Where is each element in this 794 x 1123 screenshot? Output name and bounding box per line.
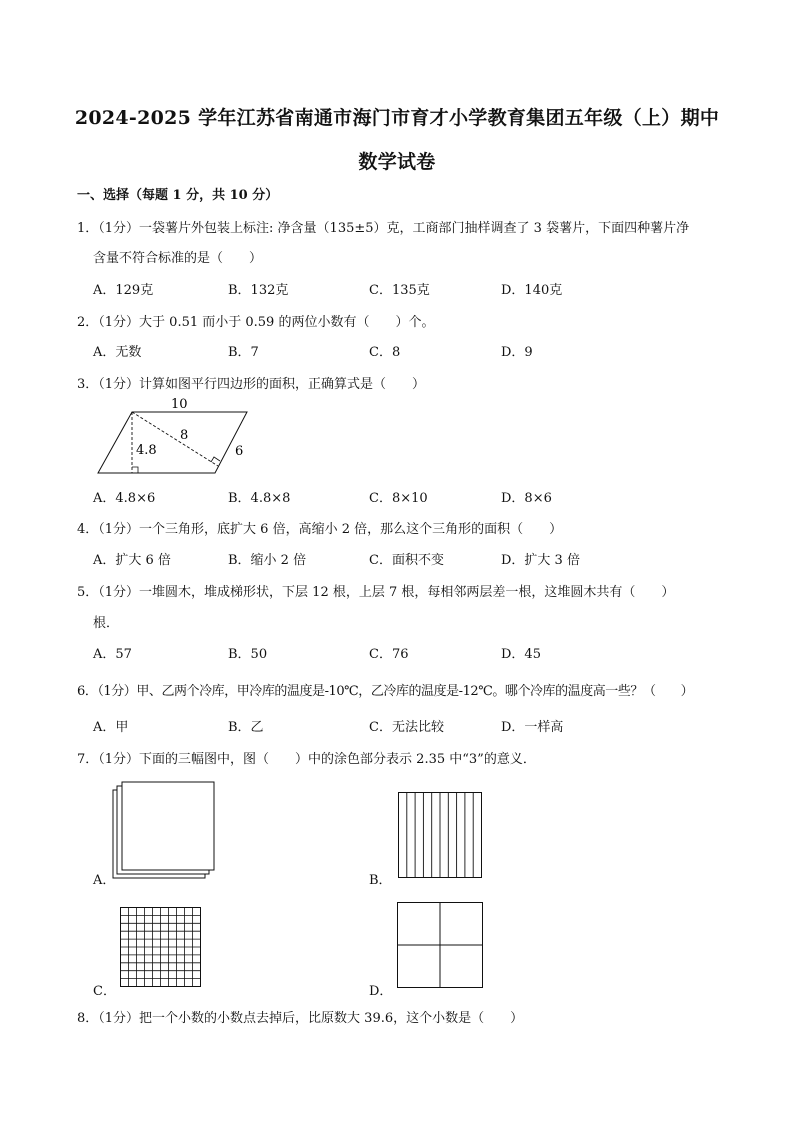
question-4-option-b[interactable]: B．缩小 2 倍 [228, 553, 307, 568]
question-7-option-d[interactable]: D． [369, 984, 393, 999]
label-height-4-8: 4.8 [136, 443, 157, 458]
question-2-text: 2．（1分）大于 0.51 而小于 0.59 的两位小数有（ ）个。 [77, 315, 435, 330]
question-1-option-c[interactable]: C．135克 [369, 283, 430, 298]
question-6-option-a[interactable]: A．甲 [93, 720, 129, 735]
question-1-text-cont: 含量不符合标准的是（ ） [93, 251, 263, 266]
question-7-option-c[interactable]: C． [93, 984, 116, 999]
diagonal-right-angle-mark [211, 457, 220, 462]
label-diag-8: 8 [180, 428, 189, 443]
figure-c-hundred-grid [120, 907, 201, 987]
question-5-option-a[interactable]: A．57 [93, 647, 132, 662]
question-6-option-d[interactable]: D．一样高 [501, 720, 564, 735]
question-6-text: 6．（1分）甲、乙两个冷库，甲冷库的温度是-10℃，乙冷库的温度是-12℃。哪个冷库的温度高一些？（ ） [77, 684, 694, 699]
question-7-option-a[interactable]: A． [93, 873, 116, 888]
question-5-option-c[interactable]: C．76 [369, 647, 409, 662]
question-2-option-d[interactable]: D．9 [501, 345, 533, 360]
document-title-line2: 数学试卷 [358, 151, 436, 173]
question-3-option-c[interactable]: C．8×10 [369, 491, 428, 506]
question-6-option-c[interactable]: C．无法比较 [369, 720, 444, 735]
parallelogram-shape [98, 412, 247, 473]
label-side-6: 6 [235, 444, 244, 459]
question-3-option-b[interactable]: B．4.8×8 [228, 491, 291, 506]
question-5-text: 5．（1分）一堆圆木，堆成梯形状，下层 12 根，上层 7 根，每相邻两层差一根，这堆圆木共有（ ） [77, 585, 675, 600]
question-1-text: 1．（1分）一袋薯片外包装上标注: 净含量（135±5）克，工商部门抽样调查了 3 袋薯片，下面四种薯片净 [77, 221, 690, 236]
question-4-text: 4．（1分）一个三角形，底扩大 6 倍，高缩小 2 倍，那么这个三角形的面积（ ） [77, 522, 563, 537]
label-top-10: 10 [171, 397, 188, 412]
question-6-option-b[interactable]: B．乙 [228, 720, 264, 735]
figure-a-stacked-squares [112, 781, 216, 879]
question-3-option-a[interactable]: A．4.8×6 [93, 491, 156, 506]
question-5-text-cont: 根． [93, 616, 120, 631]
question-4-option-d[interactable]: D．扩大 3 倍 [501, 553, 580, 568]
question-4-option-c[interactable]: C．面积不变 [369, 553, 444, 568]
question-2-option-c[interactable]: C．8 [369, 345, 401, 360]
question-3-option-d[interactable]: D．8×6 [501, 491, 552, 506]
height-right-angle-mark [132, 467, 138, 473]
question-5-option-b[interactable]: B．50 [228, 647, 268, 662]
question-5-option-d[interactable]: D．45 [501, 647, 541, 662]
question-4-option-a[interactable]: A．扩大 6 倍 [93, 553, 171, 568]
question-1-option-a[interactable]: A．129克 [93, 283, 154, 298]
section-heading-choice: 一、选择（每题 1 分，共 10 分） [77, 188, 279, 203]
question-7-text: 7．（1分）下面的三幅图中，图（ ）中的涂色部分表示 2.35 中“3”的意义． [77, 752, 536, 767]
question-1-option-d[interactable]: D．140克 [501, 283, 563, 298]
question-3-text: 3．（1分）计算如图平行四边形的面积，正确算式是（ ） [77, 377, 426, 392]
figure-d-four-quarters [397, 902, 483, 988]
figure-b-ten-strips [398, 792, 482, 878]
question-7-option-b[interactable]: B． [369, 873, 392, 888]
question-2-option-b[interactable]: B．7 [228, 345, 259, 360]
question-2-option-a[interactable]: A．无数 [93, 345, 142, 360]
question-8-text: 8．（1分）把一个小数的小数点去掉后，比原数大 39.6，这个小数是（ ） [77, 1011, 524, 1026]
question-1-option-b[interactable]: B．132克 [228, 283, 289, 298]
parallelogram-figure [90, 395, 260, 480]
document-title-line1: 2024-2025 学年江苏省南通市海门市育才小学教育集团五年级（上）期中 [74, 107, 720, 129]
